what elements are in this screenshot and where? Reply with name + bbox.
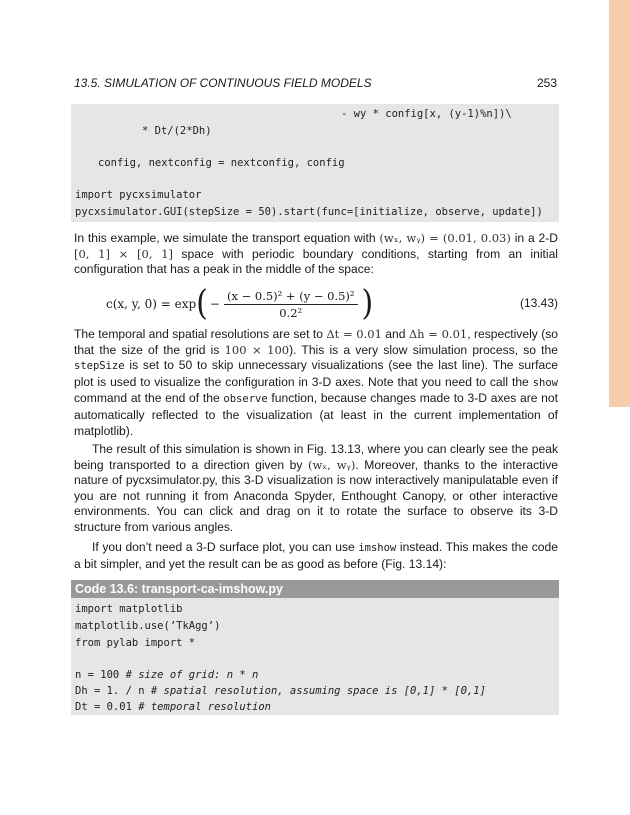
page-header — [74, 76, 557, 92]
math-w: (wₓ, wᵧ) = (0.01, 0.03) — [379, 231, 511, 245]
code-comment: # temporal resolution — [138, 701, 271, 713]
math-domain: [0, 1] × [0, 1] — [74, 246, 174, 261]
code-line: from pylab import * — [75, 637, 196, 649]
code-line: import pycxsimulator — [75, 189, 202, 201]
equation-number: (13.43) — [519, 296, 558, 310]
code-line: Dh = 1. / n # spatial resolution, assuming space is [0,1] * [0,1] — [75, 685, 486, 697]
page-number: 253 — [536, 76, 557, 90]
code-listing-title: Code 13.6: transport-ca-imshow.py — [71, 580, 559, 598]
equation-fraction — [224, 289, 358, 320]
code-line: * Dt/(2*Dh) — [142, 125, 212, 137]
equation-minus: − — [209, 297, 220, 311]
code-line: matplotlib.use(’TkAgg’) — [75, 620, 221, 632]
running-header-title: 13.5. SIMULATION OF CONTINUOUS FIELD MODELS — [74, 76, 372, 90]
code-line: - wy * config[x, (y-1)%n])\ — [341, 108, 512, 120]
code-line: import matplotlib — [75, 603, 183, 615]
paragraph-imshow: If you don’t need a 3-D surface plot, you can use imshow instead. This makes the code a bit simpler, and yet the result can be as good as before (Fig. 13.14): — [74, 540, 558, 571]
code-block-listing — [71, 598, 559, 715]
left-paren: ( — [196, 283, 208, 324]
fraction-denominator: 0.2² — [279, 305, 303, 320]
paragraph-intro: In this example, we simulate the transport equation with (wₓ, wᵧ) = (0.01, 0.03) in a 2-D [0, 1] × [0, 1] space with periodic boundary conditions, starting from an initial configuration that has a peak in the middle of the space: — [74, 231, 558, 277]
fraction-numerator: (x − 0.5)² + (y − 0.5)² — [224, 289, 358, 305]
equation-lhs: c(x, y, 0) = exp — [106, 297, 197, 311]
code-block-continued — [71, 104, 559, 222]
paragraph-result: The result of this simulation is shown in Fig. 13.13, where you can clearly see the peak being transported to a direction given by (wₓ, wᵧ). Moreover, thanks to the interactive nature of pycxsimulator.py, this 3-D visualization is now interactively manipulatable even if you are not running it from Anaconda Spyder, Enthought Canopy, or other interactive environments. You can click and drag on it to rotate the surface to observe its 3-D structure from various angles. — [74, 442, 558, 534]
code-line: n = 100 # size of grid: n * n — [75, 669, 259, 681]
right-paren: ) — [361, 283, 374, 324]
code-line: Dt = 0.01 # temporal resolution — [75, 701, 271, 713]
equation-13-43 — [74, 284, 558, 324]
code-line: config, nextconfig = nextconfig, config — [98, 157, 345, 169]
chapter-side-tab — [609, 0, 630, 407]
code-comment: # size of grid: n * n — [125, 669, 259, 681]
code-line: pycxsimulator.GUI(stepSize = 50).start(func=[initialize, observe, update]) — [75, 206, 543, 218]
code-comment: # spatial resolution, assuming space is [0,1] * [0,1] — [150, 685, 486, 697]
paragraph-resolutions: The temporal and spatial resolutions are set to Δt = 0.01 and Δh = 0.01, respectively (so that the size of the grid is 100 × 100). This is a very slow simulation process, so the stepSize is set to 50 to skip unnecessary visualizations (see the last line). The surface plot is used to visualize the configuration in 3-D axes. Note that you need to call the show command at the end of the observe function, because changes made to 3-D axes are not automatically reflected to the visualization (at least in the current implementation of matplotlib). — [74, 327, 559, 438]
